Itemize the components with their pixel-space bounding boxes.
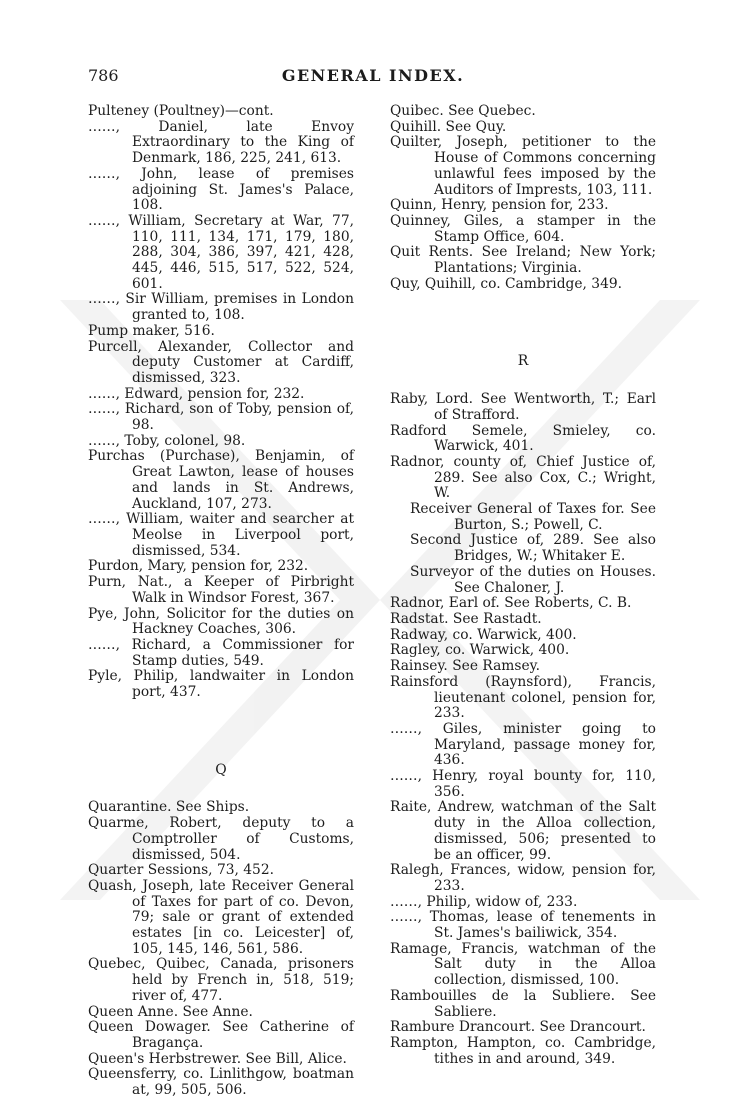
index-entry: Rambure Drancourt. See Drancourt. xyxy=(390,1019,646,1036)
index-entry: Pyle, Philip, landwaiter in London port, 437. xyxy=(88,668,354,701)
index-entry: Raby, Lord. See Wentworth, T.; Earl of Strafford. xyxy=(390,391,656,423)
index-entry: ……, Edward, pension for, 232. xyxy=(88,385,305,402)
index-entry: Pump maker, 516. xyxy=(88,322,215,339)
index-entry: Queen Anne. See Anne. xyxy=(88,1003,253,1020)
index-entry: Purdon, Mary, pension for, 232. xyxy=(88,558,309,575)
index-entry: Quihill. See Quy. xyxy=(390,118,507,135)
index-entry: Raite, Andrew, watchman of the Salt duty in the Alloa collection, dismissed, 506; presented to be an officer, 99. xyxy=(390,799,656,863)
index-entry: Rambouilles de la Subliere. See Sabliere. xyxy=(390,987,656,1020)
index-entry: Quilter, Joseph, petitioner to the House of Commons concerning unlawful fees imposed by the Auditors of Imprests, 103, 111. xyxy=(390,134,656,198)
index-entry: ……, Sir William, premises in London granted to, 108. xyxy=(88,291,354,324)
index-entry: Queen's Herbstrewer. See Bill, Alice. xyxy=(88,1050,347,1067)
left-column xyxy=(88,104,354,1099)
index-entry: Rampton, Hampton, co. Cambridge, tithes in and around, 349. xyxy=(390,1034,656,1067)
page-header xyxy=(88,66,658,90)
index-entry: Purchas (Purchase), Benjamin, of Great Lawton, lease of houses and lands in St. Andrews, Auckland, 107, 273. xyxy=(88,448,354,512)
index-entry: ……, Henry, royal bounty for, 110, 356. xyxy=(390,768,656,800)
right-column xyxy=(390,104,656,1067)
index-entry: Surveyor of the duties on Houses. See Chaloner, J. xyxy=(410,563,656,596)
index-entry: ……, William, Secretary at War, 77, 110, 111, 134, 171, 179, 180, 288, 304, 386, 397, 421, 428, 445, 446, 515, 517, 522, 524, 601. xyxy=(88,212,354,292)
index-entry: Quinn, Henry, pension for, 233. xyxy=(390,197,609,214)
index-entry: ……, William, waiter and searcher at Meolse in Liverpool port, dismissed, 534. xyxy=(88,511,354,559)
section-heading-q: Q xyxy=(215,761,227,778)
index-entry: Queensferry, co. Linlithgow, boatman at, 99, 505, 506. xyxy=(88,1066,354,1099)
section-heading-r: R xyxy=(517,353,529,370)
index-entry: Quibec. See Quebec. xyxy=(390,103,536,119)
page-number: 786 xyxy=(88,66,119,85)
index-entry: ……, John, lease of premises adjoining St. James's Palace, 108. xyxy=(88,165,354,214)
index-entry: Pye, John, Solicitor for the duties on Hackney Coaches, 306. xyxy=(88,605,354,638)
q-entries-left xyxy=(88,800,354,1098)
index-entry: Quarter Sessions, 73, 452. xyxy=(88,862,274,879)
index-entry: ……, Richard, son of Toby, pension of, 98. xyxy=(88,401,354,434)
index-entry: ……, Thomas, lease of tenements in St. James's bailiwick, 354. xyxy=(390,909,656,942)
index-entry: Purn, Nat., a Keeper of Pirbright Walk in Windsor Forest, 367. xyxy=(88,574,354,606)
index-entry: ……, Richard, a Commissioner for Stamp duties, 549. xyxy=(88,636,354,669)
index-entry: Quash, Joseph, late Receiver General of Taxes for part of co. Devon, 79; sale or grant of extended estates [in co. Leicester] of, 105, 145, 146, 561, 586. xyxy=(88,877,354,957)
index-entry: Quy, Quihill, co. Cambridge, 349. xyxy=(390,275,623,292)
index-entry: Pulteney (Poultney)—cont. xyxy=(88,103,274,119)
index-entry: Radnor, county of, Chief Justice of, 289. See also Cox, C.; Wright, W. xyxy=(390,453,656,502)
index-entry: Radway, co. Warwick, 400. xyxy=(390,626,577,643)
p-entries xyxy=(88,104,354,701)
index-entry: Queen Dowager. See Catherine of Bragança. xyxy=(88,1019,354,1051)
index-entry: Quinney, Giles, a stamper in the Stamp Office, 604. xyxy=(390,212,656,245)
index-entry: Quebec, Quibec, Canada, prisoners held by French in, 518, 519; river of, 477. xyxy=(88,956,354,1004)
r-entries-a xyxy=(390,392,656,502)
radnor-sub-entries xyxy=(390,502,656,596)
index-entry: Quit Rents. See Ireland; New York; Plantations; Virginia. xyxy=(390,244,656,277)
index-entry: Ramage, Francis, watchman of the Salt duty in the Alloa collection, dismissed, 100. xyxy=(390,940,656,989)
index-entry: ……, Philip, widow of, 233. xyxy=(390,893,578,910)
index-entry: Purcell, Alexander, Collector and deputy Customer at Cardiff, dismissed, 323. xyxy=(88,338,354,386)
index-entry: Receiver General of Taxes for. See Burton, S.; Powell, C. xyxy=(410,501,656,533)
running-title: GENERAL INDEX. xyxy=(281,66,465,85)
q-entries-right xyxy=(390,104,656,292)
r-entries-b xyxy=(390,596,656,1067)
index-entry: Radstat. See Rastadt. xyxy=(390,610,542,627)
index-entry: Radnor, Earl of. See Roberts, C. B. xyxy=(390,595,632,612)
index-entry: Rainsey. See Ramsey. xyxy=(390,658,540,675)
index-entry: Radford Semele, Smieley, co. Warwick, 401. xyxy=(390,422,656,455)
index-entry: Second Justice of, 289. See also Bridges, W.; Whitaker E. xyxy=(410,532,656,565)
index-entry: ……, Toby, colonel, 98. xyxy=(88,432,246,449)
index-entry: Quarme, Robert, deputy to a Comptroller of Customs, dismissed, 504. xyxy=(88,815,354,863)
index-entry: Rainsford (Raynsford), Francis, lieutenant colonel, pension for, 233. xyxy=(390,673,656,722)
index-entry: ……, Daniel, late Envoy Extraordinary to the King of Denmark, 186, 225, 241, 613. xyxy=(88,118,354,167)
index-entry: Ralegh, Frances, widow, pension for, 233. xyxy=(390,862,656,894)
index-entry: Ragley, co. Warwick, 400. xyxy=(390,642,570,659)
index-entry: ……, Giles, minister going to Maryland, passage money for, 436. xyxy=(390,720,656,769)
index-entry: Quarantine. See Ships. xyxy=(88,799,250,816)
